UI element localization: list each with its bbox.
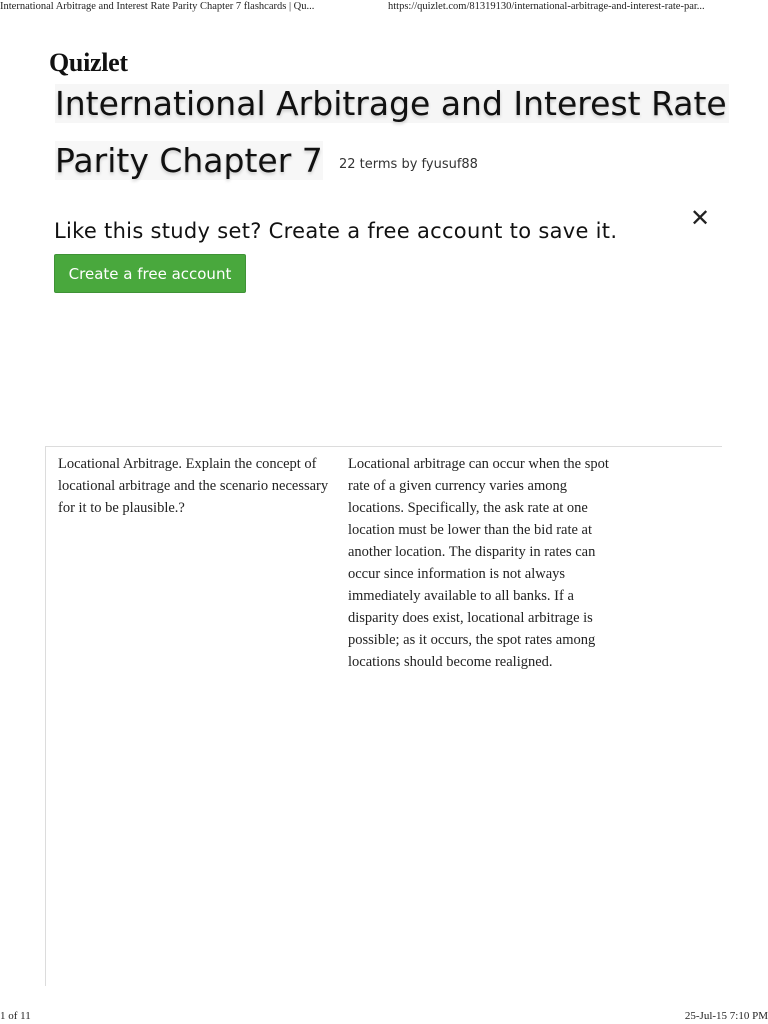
flashcard-definition: Locational arbitrage can occur when the spot rate of a given currency varies among locations. Specifically, the ask rate at one location must be lower than the bid rate at another location. The disparity in rates can occur since information is not always immediately available to all banks. If a disparity does exist, locational arbitrage is possible; as it occurs, the spot rates among locations should become realigned. [348, 456, 609, 670]
flashcard-row [45, 446, 722, 986]
quizlet-logo[interactable]: Quizlet [49, 48, 128, 77]
page-indicator: 1 of 11 [0, 1010, 31, 1022]
set-title-line-2: Parity Chapter 7 [55, 141, 323, 180]
flashcard-term: Locational Arbitrage. Explain the concept of locational arbitrage and the scenario necessary for it to be plausible.? [58, 456, 329, 516]
print-header-title: International Arbitrage and Interest Rate Parity Chapter 7 flashcards | Qu... [0, 1, 315, 12]
set-title-line-1: International Arbitrage and Interest Rate [55, 84, 727, 123]
print-timestamp: 25-Jul-15 7:10 PM [684, 1010, 768, 1022]
print-header [0, 0, 768, 20]
set-terms-count-author[interactable]: 22 terms by fyusuf88 [339, 157, 478, 172]
create-account-button[interactable]: Create a free account [54, 254, 246, 293]
print-header-url[interactable]: https://quizlet.com/81319130/international-arbitrage-and-interest-rate-par... [388, 1, 705, 12]
close-icon[interactable]: ✕ [690, 204, 711, 232]
promo-message: Like this study set? Create a free account to save it. [54, 219, 618, 243]
